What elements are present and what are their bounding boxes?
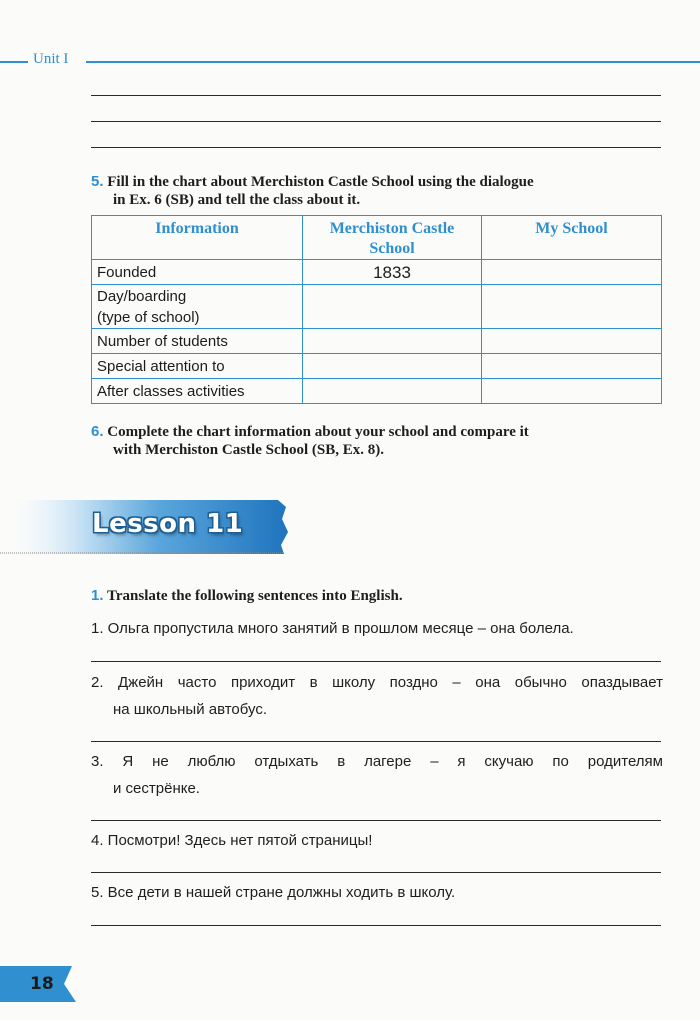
sentence-3: 3. Я не люблю отдыхать в лагере – я скучаю по родителям <box>91 753 663 770</box>
table-row <box>92 285 662 329</box>
my-school-cell[interactable] <box>482 285 662 329</box>
writing-line[interactable] <box>91 661 661 662</box>
table-row <box>92 379 662 404</box>
task-5-instruction-line2: in Ex. 6 (SB) and tell the class about it. <box>113 192 361 208</box>
my-school-cell[interactable] <box>482 379 662 404</box>
writing-line[interactable] <box>91 741 661 742</box>
table-row <box>92 354 662 379</box>
row-label: Day/boarding (type of school) <box>92 285 303 329</box>
page-number: 18 <box>30 974 54 994</box>
my-school-cell[interactable] <box>482 354 662 379</box>
writing-line[interactable] <box>91 121 661 122</box>
header-rule-right <box>86 61 700 63</box>
lesson-title: Lesson 11 <box>92 509 244 539</box>
school-chart-table <box>91 215 662 404</box>
writing-line[interactable] <box>91 95 661 96</box>
sentence-3-line2: и сестрёнке. <box>113 780 200 797</box>
col-header-my-school: My School <box>482 216 662 260</box>
writing-line[interactable] <box>91 925 661 926</box>
row-label: Founded <box>92 260 303 285</box>
task-number: 6. <box>91 423 104 440</box>
sentence-2: 2. Джейн часто приходит в школу поздно – она обычно опаздывает <box>91 674 663 691</box>
col-header-information: Information <box>92 216 303 260</box>
table-header-row <box>92 216 662 260</box>
unit-label: Unit I <box>33 51 69 67</box>
table-row <box>92 329 662 354</box>
task-6-instruction-line2: with Merchiston Castle School (SB, Ex. 8). <box>113 442 384 458</box>
my-school-cell[interactable] <box>482 329 662 354</box>
sentence-2-line2: на школьный автобус. <box>113 701 268 718</box>
merchiston-cell[interactable]: 1833 <box>303 260 482 285</box>
task-number: 1. <box>91 587 104 604</box>
merchiston-cell[interactable] <box>303 379 482 404</box>
sentence-4: 4. Посмотри! Здесь нет пятой страницы! <box>91 832 373 849</box>
task-number: 5. <box>91 173 104 190</box>
task-5-instruction: 5. Fill in the chart about Merchiston Castle School using the dialogue <box>91 173 534 190</box>
row-label: Number of students <box>92 329 303 354</box>
row-label: After classes activities <box>92 379 303 404</box>
writing-line[interactable] <box>91 872 661 873</box>
sentence-1: 1. Ольга пропустила много занятий в прошлом месяце – она болела. <box>91 620 574 637</box>
task-6-instruction: 6. Complete the chart information about your school and compare it <box>91 423 529 440</box>
exercise-1-instruction: 1. Translate the following sentences into English. <box>91 587 403 604</box>
writing-line[interactable] <box>91 147 661 148</box>
writing-line[interactable] <box>91 820 661 821</box>
merchiston-cell[interactable] <box>303 285 482 329</box>
header-rule-left <box>0 61 28 63</box>
sentence-5: 5. Все дети в нашей стране должны ходить в школу. <box>91 884 456 901</box>
table-row <box>92 260 662 285</box>
row-label: Special attention to <box>92 354 303 379</box>
col-header-merchiston: Merchiston Castle School <box>303 216 482 260</box>
my-school-cell[interactable] <box>482 260 662 285</box>
merchiston-cell[interactable] <box>303 354 482 379</box>
merchiston-cell[interactable] <box>303 329 482 354</box>
